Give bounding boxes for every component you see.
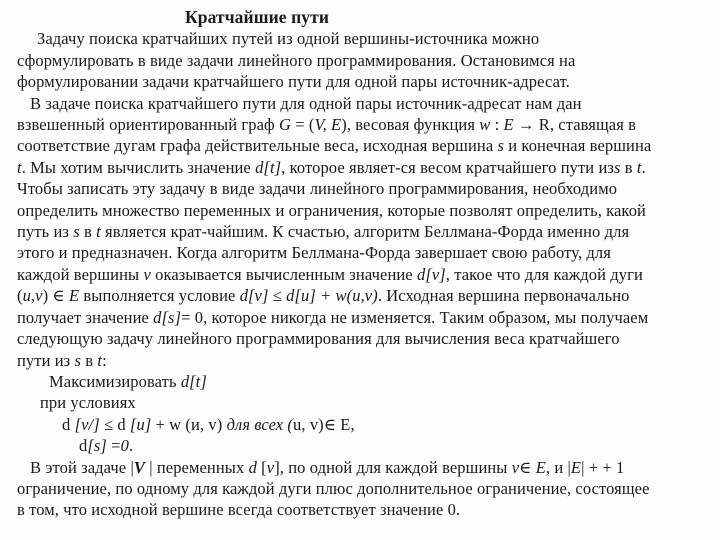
- text-line: [17, 157, 706, 178]
- text-run: s: [74, 350, 82, 370]
- text-line: [17, 414, 706, 435]
- text-line: [17, 221, 706, 242]
- text-run: [s]: [87, 436, 107, 456]
- text-run: d[s]: [153, 307, 182, 327]
- text-run: w: [479, 115, 491, 135]
- text-run: d[v] ≤ d[u] + w(u,v): [239, 286, 378, 306]
- text-run: сформулировать в виде задачи линейного программирования. Остановимся на: [17, 50, 576, 70]
- text-run: [v/]: [74, 414, 100, 434]
- text-run: .: [641, 157, 646, 177]
- text-run: 0: [120, 436, 129, 456]
- text-run: ) ∈: [42, 286, 69, 306]
- text-line: [17, 200, 706, 221]
- text-line: [17, 328, 706, 349]
- text-run: V: [133, 457, 145, 477]
- text-run: путь из: [17, 222, 74, 242]
- text-line: [17, 499, 706, 520]
- text-line: [17, 28, 706, 49]
- text-line: [17, 71, 706, 92]
- text-run: | + + 1: [581, 457, 625, 477]
- text-run: Задачу поиска кратчайших путей из одной вершины-источника можно: [37, 29, 540, 49]
- text-run: t: [96, 222, 101, 242]
- text-run: при условиях: [40, 393, 136, 413]
- text-run: ], по одной для каждой вершины: [274, 457, 512, 477]
- text-run: взвешенный ориентированный граф: [17, 115, 280, 135]
- text-line: [17, 392, 706, 413]
- text-run: E: [570, 457, 582, 477]
- document-body: [17, 7, 706, 521]
- text-run: d[t]: [180, 371, 207, 391]
- text-line: [17, 135, 706, 156]
- text-run: d: [62, 414, 75, 434]
- text-run: этого и предназначен. Когда алгоритм Беллмана-Форда завершает свою работу, для: [17, 243, 611, 263]
- text-run: + w (и, v): [151, 414, 227, 434]
- text-run: t: [17, 157, 22, 177]
- text-run: E: [503, 115, 514, 135]
- text-run: оказывается вычисленным значение: [150, 264, 417, 284]
- text-run: , такое что для каждой дуги: [445, 264, 643, 284]
- text-run: s: [614, 157, 621, 177]
- text-line: [17, 178, 706, 199]
- text-run: ∈: [519, 457, 536, 477]
- text-run: в: [81, 350, 98, 370]
- text-run: следующую задачу линейного программирования для вычисления веса кратчайшего: [17, 329, 620, 349]
- text-run: Кратчайшие пути: [185, 7, 330, 27]
- text-run: d: [79, 436, 88, 456]
- text-run: :: [102, 350, 107, 370]
- text-run: = 0, которое никогда не изменяется. Таким образом, мы получаем: [181, 307, 649, 327]
- text-run: v: [511, 457, 520, 477]
- text-run: ограничение, по одному для каждой дуги плюс дополнительное ограничение, состоящее: [17, 478, 650, 498]
- text-run: формулировании задачи кратчайшего пути для одной пары источник-адресат.: [17, 72, 570, 92]
- text-run: ≤ d: [99, 414, 130, 434]
- text-run: В этой задаче |: [30, 457, 134, 477]
- text-run: | переменных: [144, 457, 249, 477]
- text-run: s: [497, 136, 505, 156]
- text-run: в: [79, 222, 97, 242]
- text-run: . Исходная вершина первоначально: [377, 286, 630, 306]
- text-run: u, v)∈ E,: [293, 414, 355, 434]
- text-run: соответствие дугам графа действительные веса, исходная вершина: [17, 136, 498, 156]
- text-run: определить множество переменных и ограничения, которые позволят определить, какой: [17, 200, 646, 220]
- text-run: получает значение: [17, 307, 154, 327]
- text-line: [17, 242, 706, 263]
- text-run: d[t]: [255, 157, 282, 177]
- text-run: u,v: [22, 286, 43, 306]
- text-run: ), весовая функция: [341, 115, 480, 135]
- text-run: = (: [291, 115, 315, 135]
- text-run: → R, ставящая в: [513, 115, 637, 135]
- text-run: выполняется условие: [79, 286, 240, 306]
- text-run: v: [266, 457, 275, 477]
- text-run: в: [620, 157, 637, 177]
- text-run: и конечная вершина: [504, 136, 652, 156]
- text-line: [17, 50, 706, 71]
- text-run: Максимизировать: [49, 371, 181, 391]
- text-run: t: [636, 157, 642, 177]
- text-run: G: [279, 115, 292, 135]
- text-line: [17, 435, 706, 456]
- text-line: [17, 307, 706, 328]
- text-line: [17, 457, 706, 478]
- text-line: [17, 478, 706, 499]
- text-run: s: [73, 222, 80, 242]
- text-run: [u]: [129, 414, 152, 434]
- text-run: является крат-чайшим. К счастью, алгоритм Беллмана-Форда именно для: [100, 222, 630, 242]
- text-run: каждой вершины: [17, 264, 144, 284]
- text-run: Чтобы записать эту задачу в виде задачи линейного программирования, необходимо: [17, 179, 618, 199]
- text-run: в том, что исходной вершине всегда соответствует значение 0.: [17, 500, 461, 520]
- text-run: В задаче поиска кратчайшего пути для одной пары источник-адресат нам дан: [30, 93, 582, 113]
- text-run: E: [68, 286, 80, 306]
- text-line: [17, 93, 706, 114]
- text-run: (: [17, 286, 23, 306]
- text-run: V, E: [314, 115, 342, 135]
- text-line: [17, 350, 706, 371]
- document-title: [17, 7, 706, 28]
- text-run: пути из: [17, 350, 75, 370]
- text-run: :: [490, 115, 504, 135]
- text-run: =: [106, 436, 121, 456]
- text-run: , и |: [545, 457, 571, 477]
- text-run: [: [256, 457, 267, 477]
- text-run: . Мы хотим вычислить значение: [21, 157, 256, 177]
- text-line: [17, 264, 706, 285]
- text-run: .: [128, 436, 134, 456]
- text-run: E: [535, 457, 546, 477]
- text-line: [17, 285, 706, 306]
- text-line: [17, 114, 706, 135]
- text-run: v: [143, 264, 151, 284]
- text-run: d[v]: [416, 264, 446, 284]
- text-run: t: [97, 350, 103, 370]
- text-line: [17, 371, 706, 392]
- text-run: , которое являет-ся весом кратчайшего пути из: [281, 157, 614, 177]
- text-run: d: [248, 457, 257, 477]
- text-run: для всех (: [226, 414, 294, 434]
